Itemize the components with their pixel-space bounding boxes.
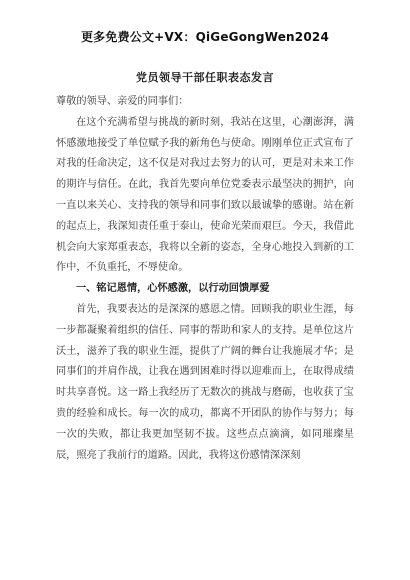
document-title: 党员领导干部任职表态发言 [136, 71, 274, 84]
page-header-promo: 更多免费公文+VX：QiGeGongWen2024 [80, 30, 329, 44]
document-body [56, 92, 354, 466]
paragraph-intro: 在这个充满希望与挑战的新时刻，我站在这里，心潮澎湃，满怀感激地接受了单位赋予我的新角色与使命。刚刚单位正式宣布了对我的任命决定，这不仅是对我过去努力的认可，更是对未来工作的期许与信任。在此，我首先要向单位党委表示最坚决的拥护，向一直以来关心、支持我的领导和同事们致以最诚挚的感谢。站在新的起点上，我深知责任重于泰山，使命光荣而艰巨。今天，我借此机会向大家郑重表态，我将以全新的姿态，全身心地投入到新的工作中，不负重托，不辱使命。 [56, 116, 354, 274]
section-heading-1: 一、铭记恩情，心怀感激，以行动回馈厚爱 [76, 283, 270, 295]
paragraph-section-1: 首先，我要表达的是深深的感恩之情。回顾我的职业生涯，每一步都凝聚着组织的信任、同事的帮助和家人的支持。是单位这片沃土，滋养了我的职业生涯，提供了广阔的舞台让我施展才华；是同事们的并肩作战，让我在遇到困难时得以迎难而上，在取得成绩时共享喜悦。这一路上我经历了无数次的挑战与磨砺，也收获了宝贵的经验和成长。每一次的成功，都离不开团队的协作与努力；每一次的失败，都让我更加坚韧不拔。这些点点滴滴，如同璀璨星辰，照亮了我前行的道路。因此，我将这份感情深深刻 [56, 303, 354, 461]
salutation: 尊敬的领导、亲爱的同事们： [56, 96, 189, 107]
